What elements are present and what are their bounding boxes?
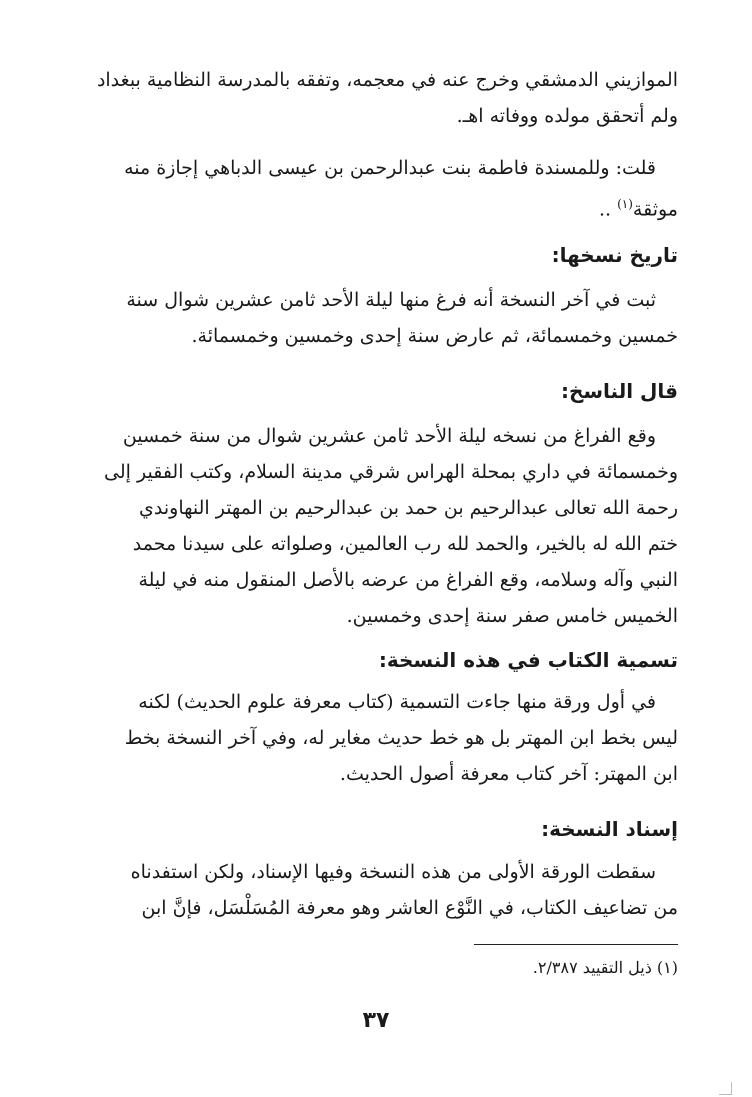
book-title-paragraph [74, 684, 678, 792]
copy-date-line: ثبت في آخر النسخة أنه فرغ منها ليلة الأحد ثامن عشرين شوال سنة [126, 289, 656, 311]
page-corner-mark [719, 1082, 732, 1095]
book-title-line: ابن المهتر: آخر كتاب معرفة أصول الحديث. [339, 763, 678, 785]
section-heading-copy-date: تاريخ نسخها: [551, 243, 678, 267]
footnote-reference[interactable]: (١) [617, 197, 633, 211]
copyist-line: رحمة الله تعالى عبدالرحيم بن حمد بن عبدالرحيم بن المهتر النهاوندي [139, 497, 678, 519]
footnote-divider [474, 944, 678, 945]
isnad-line: من تضاعيف الكتاب، في النَّوْع العاشر وهو معرفة المُسَلْسَل، فإنَّ ابن [141, 897, 678, 919]
book-title-line: في أول ورقة منها جاءت التسمية (كتاب معرفة علوم الحديث) لكنه [138, 691, 656, 713]
isnad-line: سقطت الورقة الأولى من هذه النسخة وفيها الإسناد، ولكن استفدناه [130, 861, 656, 883]
copyist-line: وخمسمائة في داري بمحلة الهراس شرقي مدينة السلام، وكتب الفقير إلى [104, 461, 678, 483]
intro-line: الموازيني الدمشقي وخرج عنه في معجمه، وتفقه بالمدرسة النظامية ببغداد [96, 69, 678, 91]
copyist-line: الخميس خامس صفر سنة إحدى وخمسين. [346, 605, 678, 627]
intro-paragraph [74, 62, 678, 134]
note-paragraph [74, 150, 678, 227]
page-number: ٣٧ [362, 1008, 390, 1033]
note-line [74, 186, 678, 227]
note-tail: .. [598, 198, 618, 221]
copyist-line: ختم الله له بالخير، والحمد لله رب العالمين، وصلواته على سيدنا محمد [132, 533, 678, 555]
note-text: موثقة [632, 198, 678, 221]
book-title-line: ليس بخط ابن المهتر بل هو خط حديث مغاير له، وفي آخر النسخة بخط [124, 727, 678, 749]
copyist-line: وقع الفراغ من نسخه ليلة الأحد ثامن عشرين شوال من سنة خمسين [122, 425, 656, 447]
section-heading-book-title: تسمية الكتاب في هذه النسخة: [378, 648, 678, 672]
section-heading-isnad: إسناد النسخة: [541, 817, 678, 841]
copy-date-paragraph [74, 282, 678, 354]
intro-line: ولم أتحقق مولده ووفاته اهـ. [456, 105, 678, 127]
copyist-line: النبي وآله وسلامه، وقع الفراغ من عرضه بالأصل المنقول منه في ليلة [138, 569, 678, 591]
section-heading-copyist: قال الناسخ: [560, 379, 678, 403]
note-line: قلت: وللمسندة فاطمة بنت عبدالرحمن بن عيسى الدباهي إجازة منه [124, 157, 656, 179]
isnad-paragraph [74, 854, 678, 926]
copyist-paragraph [74, 418, 678, 634]
copy-date-line: خمسين وخمسمائة، ثم عارض سنة إحدى وخمسين وخمسمائة. [191, 325, 678, 347]
footnote: (١) ذيل التقييد ٢/٣٨٧. [532, 958, 678, 977]
